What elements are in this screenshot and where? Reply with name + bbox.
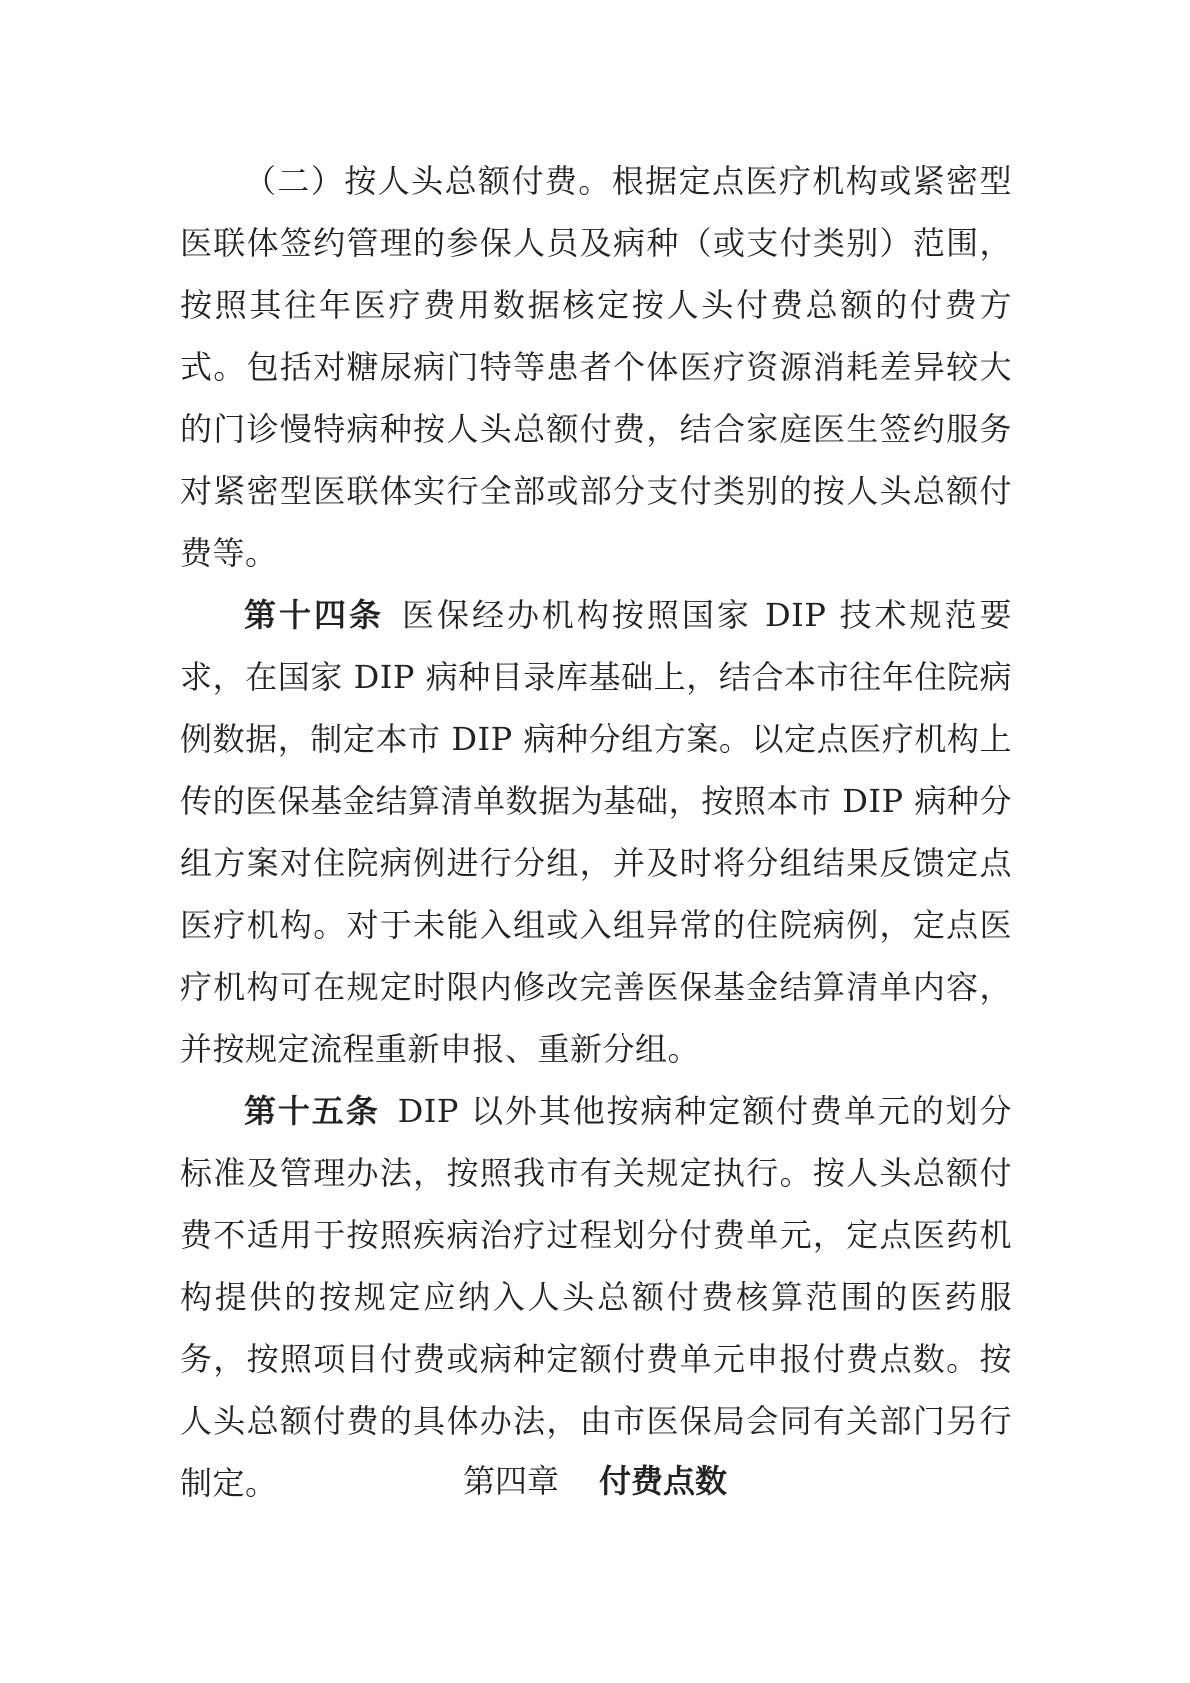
article-14-label: 第十四条 <box>244 596 384 634</box>
chapter-heading <box>0 1450 1190 1512</box>
chapter-number: 第四章 <box>462 1462 559 1500</box>
article-15 <box>180 1080 1012 1514</box>
article-14 <box>180 584 1012 1080</box>
article-15-text: DIP 以外其他按病种定额付费单元的划分标准及管理办法，按照我市有关规定执行。按人头总额付费不适用于按照疾病治疗过程划分付费单元，定点医药机构提供的按规定应纳入人头总额付费核算范围的医药服务，按照项目付费或病种定额付费单元申报付费点数。按人头总额付费的具体办法，由市医保局会同有关部门另行制定。 <box>180 1092 1012 1502</box>
paragraph-per-capita-payment <box>180 150 1012 584</box>
document-body <box>180 150 1012 1514</box>
article-15-label: 第十五条 <box>244 1092 380 1130</box>
paragraph-text: （二）按人头总额付费。根据定点医疗机构或紧密型医联体签约管理的参保人员及病种（或支付类别）范围，按照其往年医疗费用数据核定按人头付费总额的付费方式。包括对糖尿病门特等患者个体医疗资源消耗差异较大的门诊慢特病种按人头总额付费，结合家庭医生签约服务对紧密型医联体实行全部或部分支付类别的按人头总额付费等。 <box>180 162 1012 572</box>
article-14-text: 医保经办机构按照国家 DIP 技术规范要求，在国家 DIP 病种目录库基础上，结合本市往年住院病例数据，制定本市 DIP 病种分组方案。以定点医疗机构上传的医保基金结算清单数据为基础，按照本市 DIP 病种分组方案对住院病例进行分组，并及时将分组结果反馈定点医疗机构。对于未能入组或入组异常的住院病例，定点医疗机构可在规定时限内修改完善医保基金结算清单内容，并按规定流程重新申报、重新分组。 <box>180 596 1012 1068</box>
chapter-title: 付费点数 <box>599 1462 728 1500</box>
